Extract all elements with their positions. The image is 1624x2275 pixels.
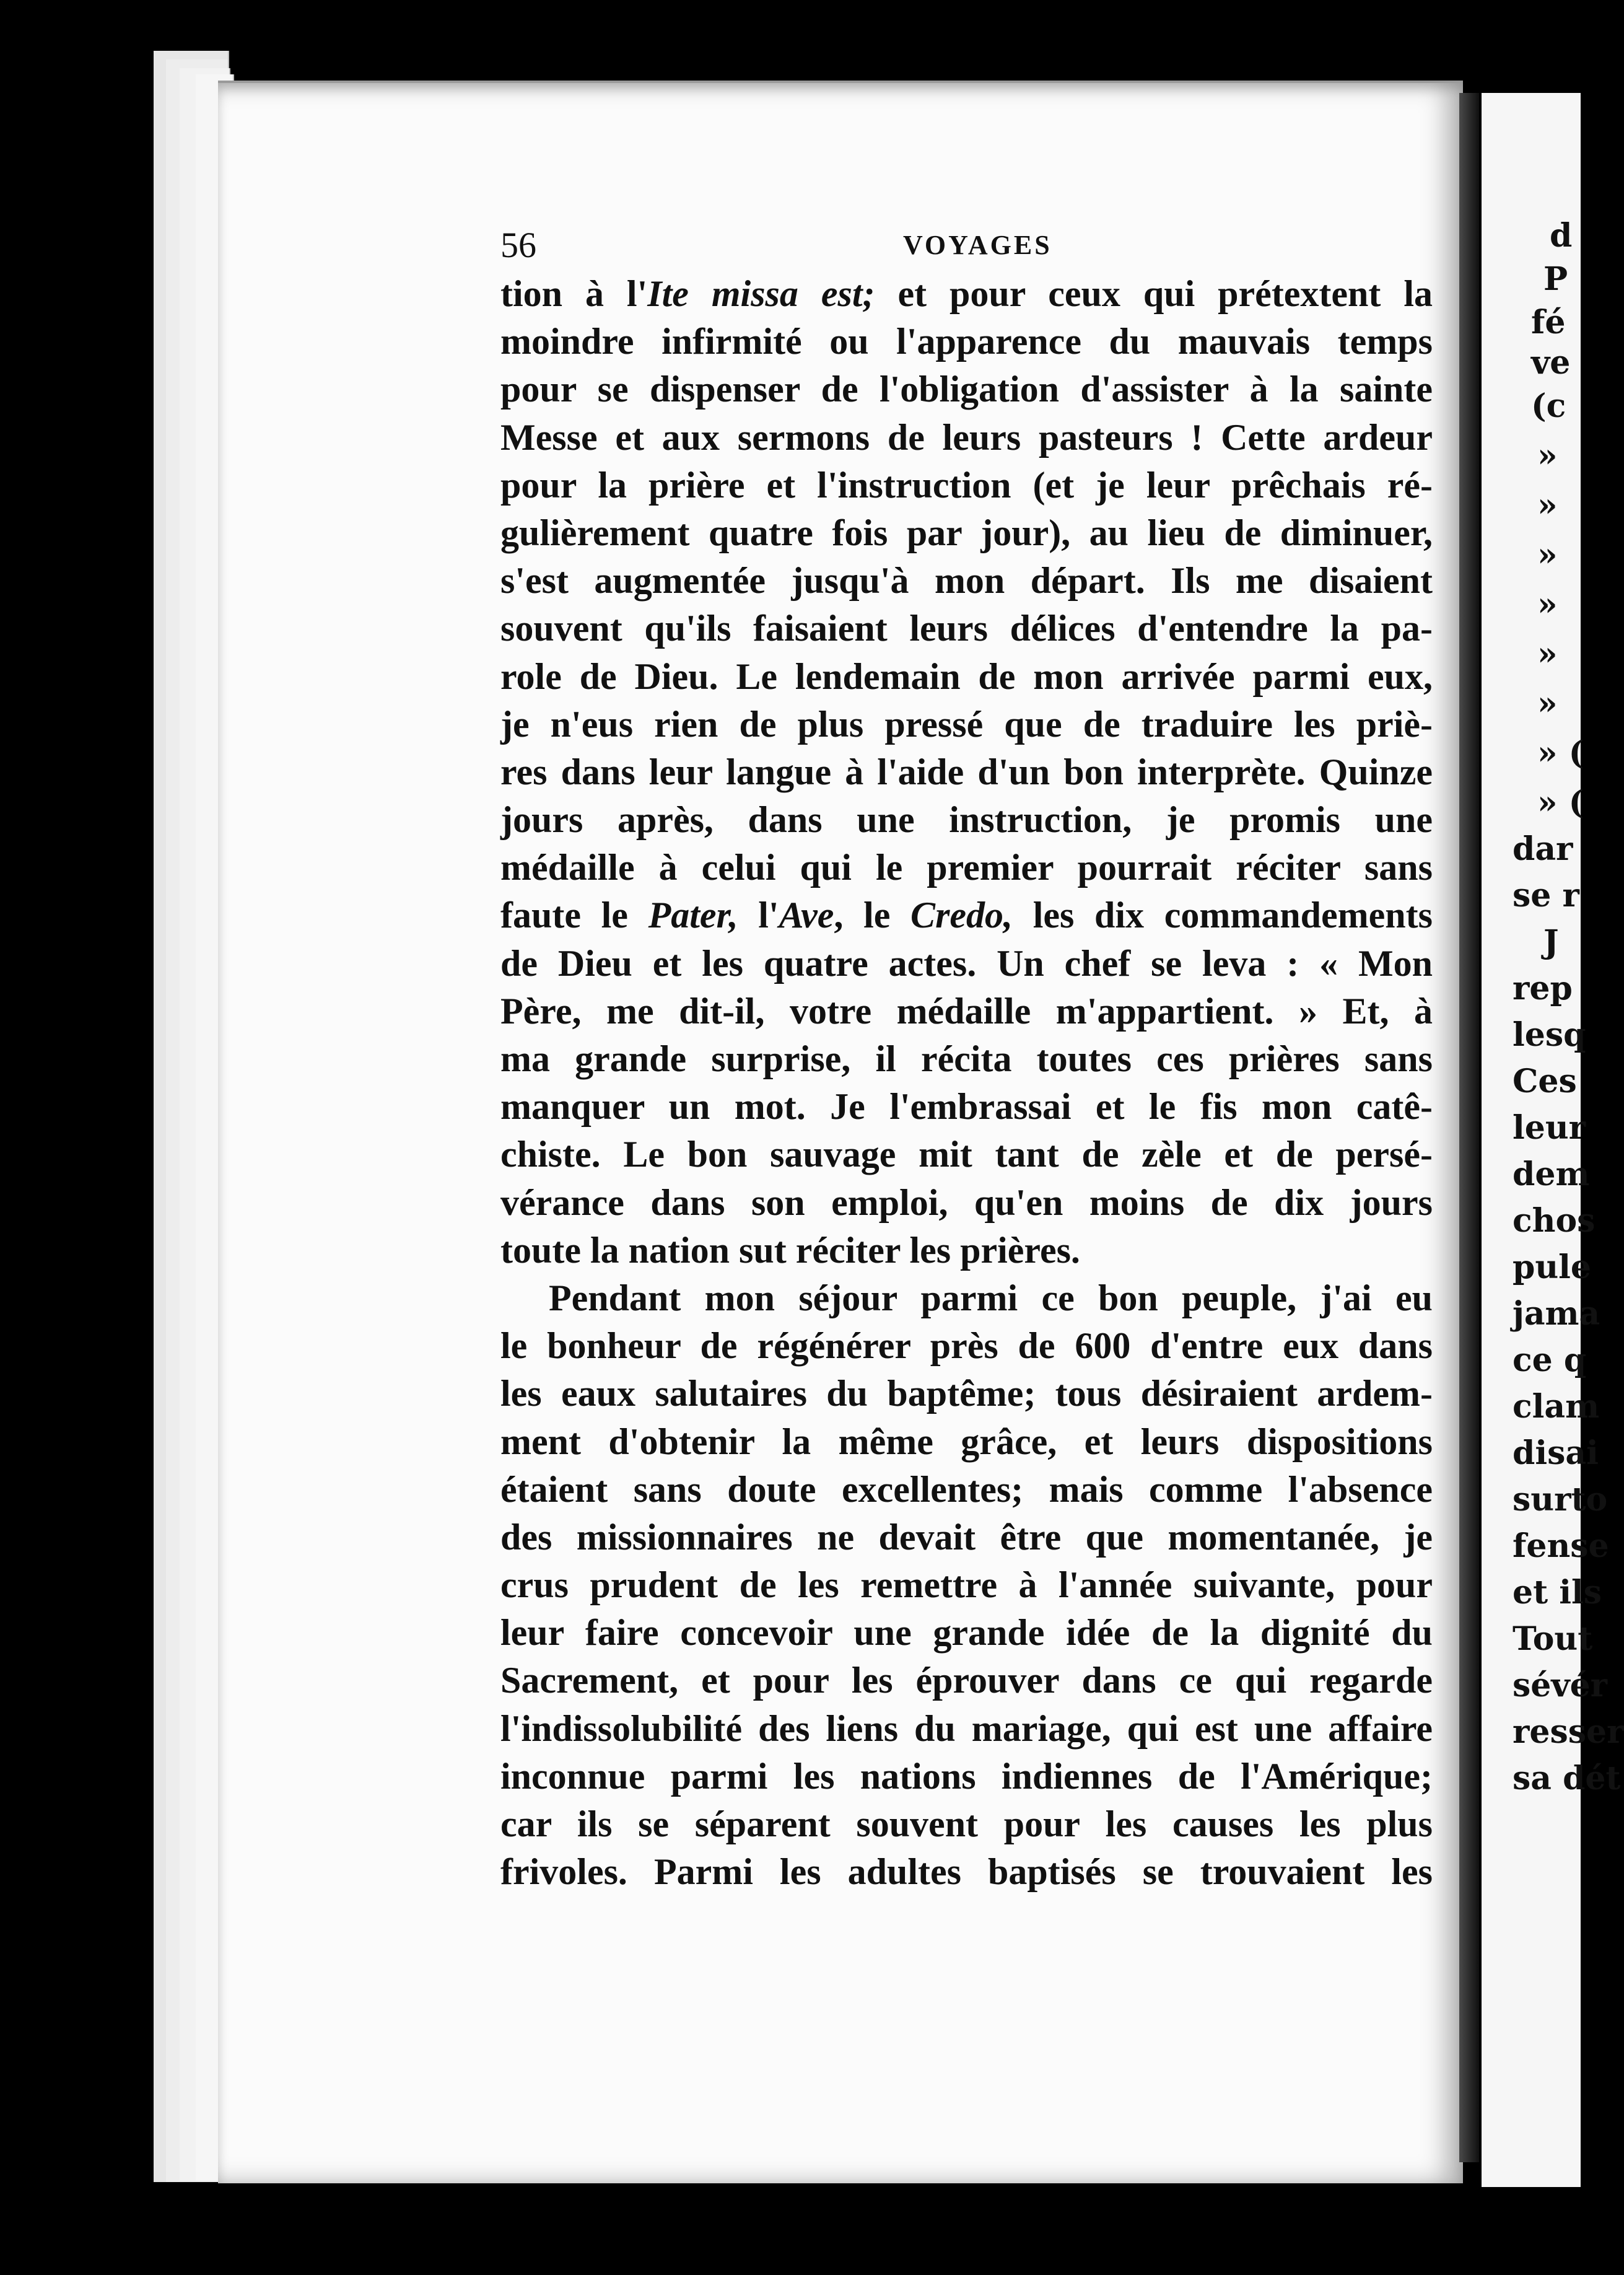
text-line <box>500 1657 1433 1704</box>
text-line <box>500 509 1433 557</box>
facing-page-line: disai <box>1513 1434 1599 1472</box>
text-segment: car ils se séparent souvent pour les causes les plus <box>500 1804 1433 1844</box>
text-line <box>500 988 1433 1035</box>
text-segment: jours après, dans une instruction, je promis une <box>500 799 1433 841</box>
facing-page-line: Tout <box>1513 1620 1593 1658</box>
text-segment: moindre infirmité ou l'apparence du mauvais temps <box>500 321 1433 362</box>
facing-page-line: jama <box>1513 1295 1600 1333</box>
text-segment: l'indissolubilité des liens du mariage, qui est une affaire <box>500 1707 1433 1749</box>
facing-page-line: d <box>1550 217 1573 255</box>
text-line <box>500 1083 1433 1131</box>
facing-page-line: sa dét <box>1513 1760 1621 1797</box>
facing-page-line: » ( <box>1537 734 1584 772</box>
facing-page-line: fense <box>1513 1527 1609 1565</box>
text-segment: et pour ceux qui prétextent la <box>875 273 1433 314</box>
facing-page-line: et ils <box>1513 1574 1602 1611</box>
text-line <box>500 748 1433 796</box>
text-segment: étaient sans doute excellentes; mais comme l'absence <box>500 1468 1433 1510</box>
text-segment: manquer un mot. Je l'embrassai et le fis mon catê- <box>500 1086 1433 1128</box>
text-segment: je n'eus rien de plus pressé que de traduire les priè- <box>500 703 1433 745</box>
facing-page-line: » <box>1537 685 1558 722</box>
text-line <box>500 1227 1433 1274</box>
text-segment: les dix commandements <box>1013 895 1433 936</box>
text-line <box>500 1179 1433 1227</box>
text-line <box>500 1274 1433 1322</box>
facing-page-line: (c <box>1531 387 1566 425</box>
text-segment: crus prudent de les remettre à l'année suivante, pour <box>500 1564 1433 1606</box>
facing-page-line: » <box>1537 486 1558 524</box>
text-line <box>500 1800 1433 1848</box>
text-segment: pour se dispenser de l'obligation d'assister à la sainte <box>500 369 1433 410</box>
text-line <box>500 1705 1433 1753</box>
text-line <box>500 557 1433 605</box>
text-segment: souvent qu'ils faisaient leurs délices d'entendre la pa- <box>500 608 1433 649</box>
body-text <box>500 270 1433 1896</box>
text-segment: ma grande surprise, il récita toutes ces prières sans <box>500 1038 1433 1079</box>
text-segment: res dans leur langue à l'aide d'un bon interprète. Quinze <box>500 751 1433 792</box>
text-segment: toute la nation sut réciter les prières. <box>500 1229 1080 1271</box>
text-segment: médaille à celui qui le premier pourrait réciter sans <box>500 847 1433 888</box>
text-segment: vérance dans son emploi, qu'en moins de dix jours <box>500 1181 1433 1223</box>
facing-page-line: lesq <box>1513 1016 1586 1054</box>
text-segment: l' <box>738 895 779 936</box>
text-line <box>500 318 1433 366</box>
facing-page-line: resser <box>1513 1713 1624 1751</box>
text-segment: des missionnaires ne devait être que momentanée, je <box>500 1516 1433 1558</box>
facing-page-line: » <box>1537 437 1558 475</box>
text-line <box>500 605 1433 652</box>
text-segment: Père, me dit-il, votre médaille m'appartient. » Et, à <box>500 990 1433 1032</box>
text-line <box>500 701 1433 748</box>
italic-text: Ite missa est; <box>647 273 875 314</box>
facing-page-line: » <box>1537 585 1558 623</box>
facing-page-line: surto <box>1513 1481 1608 1519</box>
page-number: 56 <box>500 225 536 265</box>
italic-text: Pater, <box>648 895 738 936</box>
text-segment: Messe et aux sermons de leurs pasteurs ! Cette ardeur <box>500 416 1433 458</box>
text-segment: Sacrement, et pour les éprouver dans ce qui regarde <box>500 1660 1433 1701</box>
facing-page-line: clam <box>1513 1388 1600 1426</box>
text-line <box>500 940 1433 988</box>
text-segment: ment d'obtenir la même grâce, et leurs dispositions <box>500 1421 1433 1462</box>
text-segment: inconnue parmi les nations indiennes de l'Amérique; <box>500 1755 1433 1797</box>
text-line <box>500 414 1433 462</box>
text-line <box>500 1609 1433 1657</box>
book-gutter <box>1459 93 1479 2162</box>
facing-page-line: P <box>1543 260 1568 298</box>
text-segment: le bonheur de régénérer près de 600 d'entre eux dans <box>500 1325 1433 1367</box>
text-line <box>500 1848 1433 1896</box>
running-head: VOYAGES <box>903 230 1052 260</box>
text-line <box>500 892 1433 939</box>
facing-page-line: leur <box>1513 1109 1586 1147</box>
text-segment: de Dieu et les quatre actes. Un chef se leva : « Mon <box>500 942 1433 984</box>
text-line <box>500 1514 1433 1561</box>
text-line <box>500 1561 1433 1609</box>
text-segment: les eaux salutaires du baptême; tous désiraient ardem- <box>500 1373 1433 1414</box>
facing-page-line: » <box>1537 635 1558 673</box>
text-segment: chiste. Le bon sauvage mit tant de zèle et de persé- <box>500 1134 1433 1175</box>
facing-page-line: chos <box>1513 1202 1596 1240</box>
text-line <box>500 462 1433 509</box>
text-segment: pour la prière et l'instruction (et je leur prêchais ré- <box>500 464 1433 506</box>
facing-page-line: ve <box>1531 344 1571 382</box>
italic-text: Ave <box>779 895 834 936</box>
text-line <box>500 844 1433 892</box>
facing-page-line: dem <box>1513 1155 1590 1193</box>
text-line <box>500 1035 1433 1083</box>
facing-page-line: » ( <box>1537 784 1584 822</box>
text-line <box>500 1753 1433 1800</box>
text-segment: leur faire concevoir une grande idée de la dignité du <box>500 1612 1433 1654</box>
text-line <box>500 796 1433 844</box>
text-segment: tion à l' <box>500 273 648 314</box>
text-segment: s'est augmentée jusqu'à mon départ. Ils me disaient <box>500 560 1433 602</box>
facing-page-line: fé <box>1531 304 1566 341</box>
text-line <box>500 1466 1433 1514</box>
facing-page-line: J <box>1543 923 1559 961</box>
facing-page-line: Ces <box>1513 1063 1577 1100</box>
text-line <box>500 1418 1433 1466</box>
text-segment: frivoles. Parmi les adultes baptisés se trouvaient les <box>500 1851 1433 1893</box>
facing-page-line: » <box>1537 536 1558 574</box>
facing-page-line: sévér <box>1513 1667 1608 1704</box>
text-line <box>500 270 1433 318</box>
text-segment: , le <box>834 895 911 936</box>
text-line <box>500 366 1433 413</box>
facing-page-fragment <box>1482 93 1624 2187</box>
facing-page-line: dar <box>1513 830 1573 868</box>
text-line <box>500 653 1433 701</box>
italic-text: Credo, <box>910 895 1013 936</box>
facing-page-line: pule <box>1513 1248 1592 1286</box>
text-segment: gulièrement quatre fois par jour), au lieu de diminuer, <box>500 512 1433 553</box>
facing-page-line: ce q <box>1513 1341 1587 1379</box>
text-segment: role de Dieu. Le lendemain de mon arrivée parmi eux, <box>500 655 1433 697</box>
text-line <box>500 1322 1433 1370</box>
text-line <box>500 1370 1433 1418</box>
text-line <box>500 1131 1433 1178</box>
text-segment: faute le <box>500 895 648 936</box>
facing-page-line: se r <box>1513 877 1579 914</box>
text-segment: Pendant mon séjour parmi ce bon peuple, j'ai eu <box>549 1277 1433 1318</box>
facing-page-line: rep <box>1513 970 1573 1007</box>
